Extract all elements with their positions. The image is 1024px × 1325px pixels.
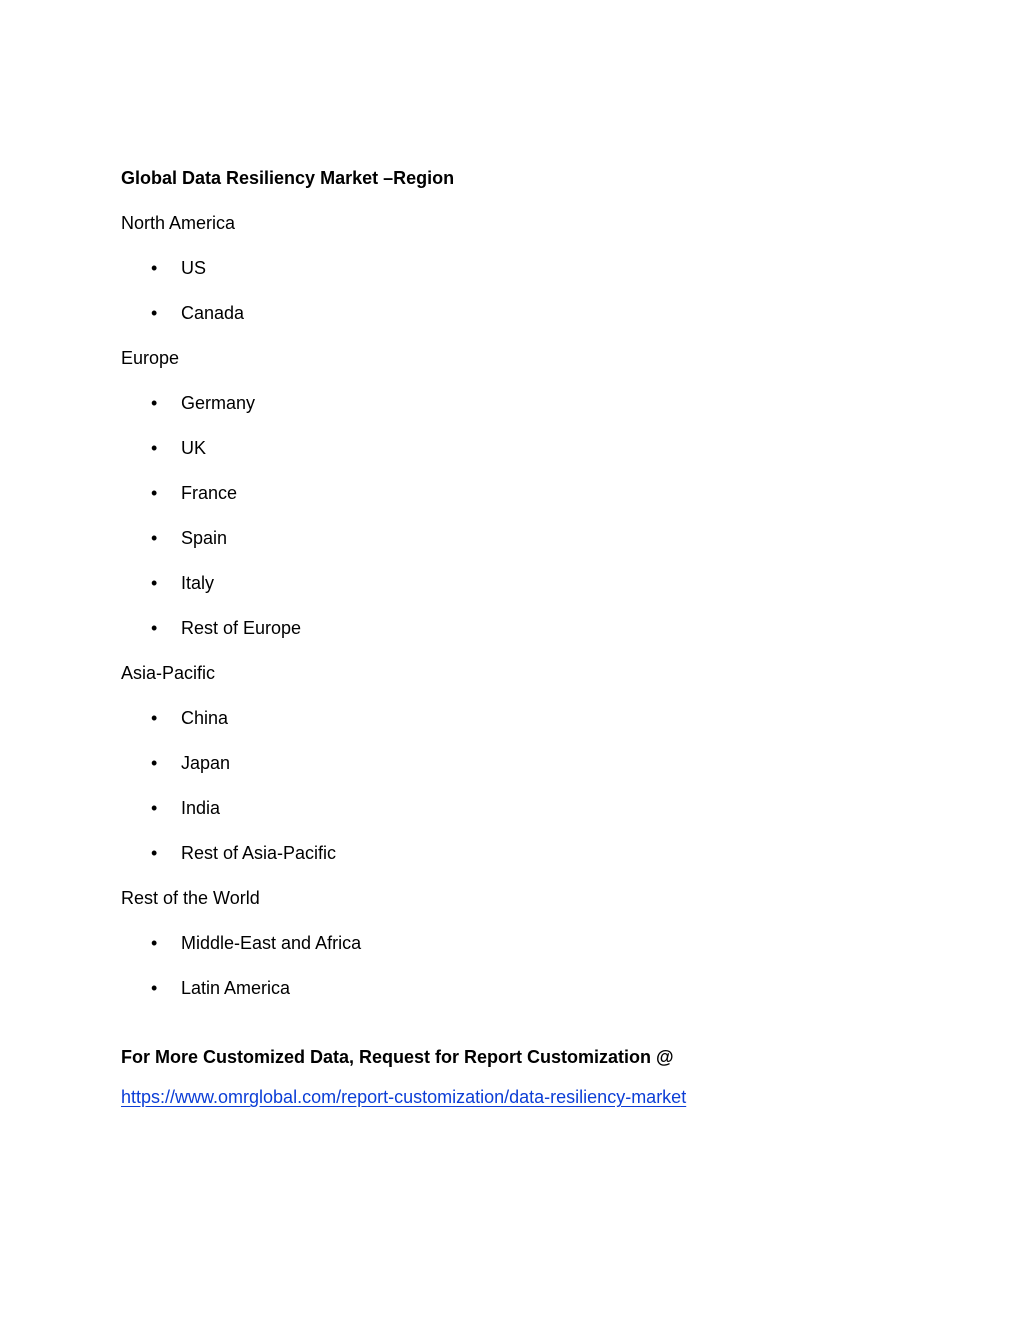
bullet-icon: • bbox=[151, 618, 158, 638]
list-item-label: Rest of Asia-Pacific bbox=[181, 843, 337, 863]
page-title: Global Data Resiliency Market –Region bbox=[121, 168, 455, 188]
list-item bbox=[121, 796, 921, 820]
bullet-icon: • bbox=[151, 528, 158, 548]
bullet-icon: • bbox=[151, 933, 158, 953]
list-item-label: Canada bbox=[181, 303, 245, 323]
bullet-icon: • bbox=[151, 978, 158, 998]
list-item-label: China bbox=[181, 708, 229, 728]
bullet-icon: • bbox=[151, 258, 158, 278]
list-item-label: Middle-East and Africa bbox=[181, 933, 362, 953]
bullet-icon: • bbox=[151, 393, 158, 413]
list-item-label: US bbox=[181, 258, 207, 278]
list-item bbox=[121, 706, 921, 730]
bullet-icon: • bbox=[151, 753, 158, 773]
region-heading-north-america: North America bbox=[121, 213, 236, 233]
customization-prompt: For More Customized Data, Request for Report Customization @ bbox=[121, 1047, 674, 1067]
document-page bbox=[121, 166, 921, 1109]
region-heading-rest-of-the-world: Rest of the World bbox=[121, 888, 260, 908]
list-item-label: Italy bbox=[181, 573, 215, 593]
list-item-label: France bbox=[181, 483, 238, 503]
region-heading-asia-pacific: Asia-Pacific bbox=[121, 663, 216, 683]
region-heading-europe: Europe bbox=[121, 348, 180, 368]
list-item bbox=[121, 616, 921, 640]
list-item-label: Japan bbox=[181, 753, 231, 773]
bullet-icon: • bbox=[151, 798, 158, 818]
list-item bbox=[121, 481, 921, 505]
list-item bbox=[121, 301, 921, 325]
list-item bbox=[121, 931, 921, 955]
bullet-icon: • bbox=[151, 573, 158, 593]
bullet-icon: • bbox=[151, 438, 158, 458]
list-item bbox=[121, 571, 921, 595]
list-item-label: Latin America bbox=[181, 978, 291, 998]
list-item-label: UK bbox=[181, 438, 207, 458]
list-item-label: India bbox=[181, 798, 221, 818]
bullet-icon: • bbox=[151, 708, 158, 728]
list-item bbox=[121, 841, 921, 865]
list-item bbox=[121, 256, 921, 280]
bullet-icon: • bbox=[151, 843, 158, 863]
customization-section bbox=[121, 1045, 921, 1109]
list-item-label: Spain bbox=[181, 528, 228, 548]
report-customization-link[interactable]: https://www.omrglobal.com/report-customization/data-resiliency-market bbox=[121, 1087, 687, 1107]
bullet-icon: • bbox=[151, 483, 158, 503]
list-item bbox=[121, 976, 921, 1000]
list-item bbox=[121, 751, 921, 775]
list-item bbox=[121, 526, 921, 550]
list-item bbox=[121, 436, 921, 460]
list-item-label: Rest of Europe bbox=[181, 618, 302, 638]
list-item bbox=[121, 391, 921, 415]
bullet-icon: • bbox=[151, 303, 158, 323]
list-item-label: Germany bbox=[181, 393, 256, 413]
